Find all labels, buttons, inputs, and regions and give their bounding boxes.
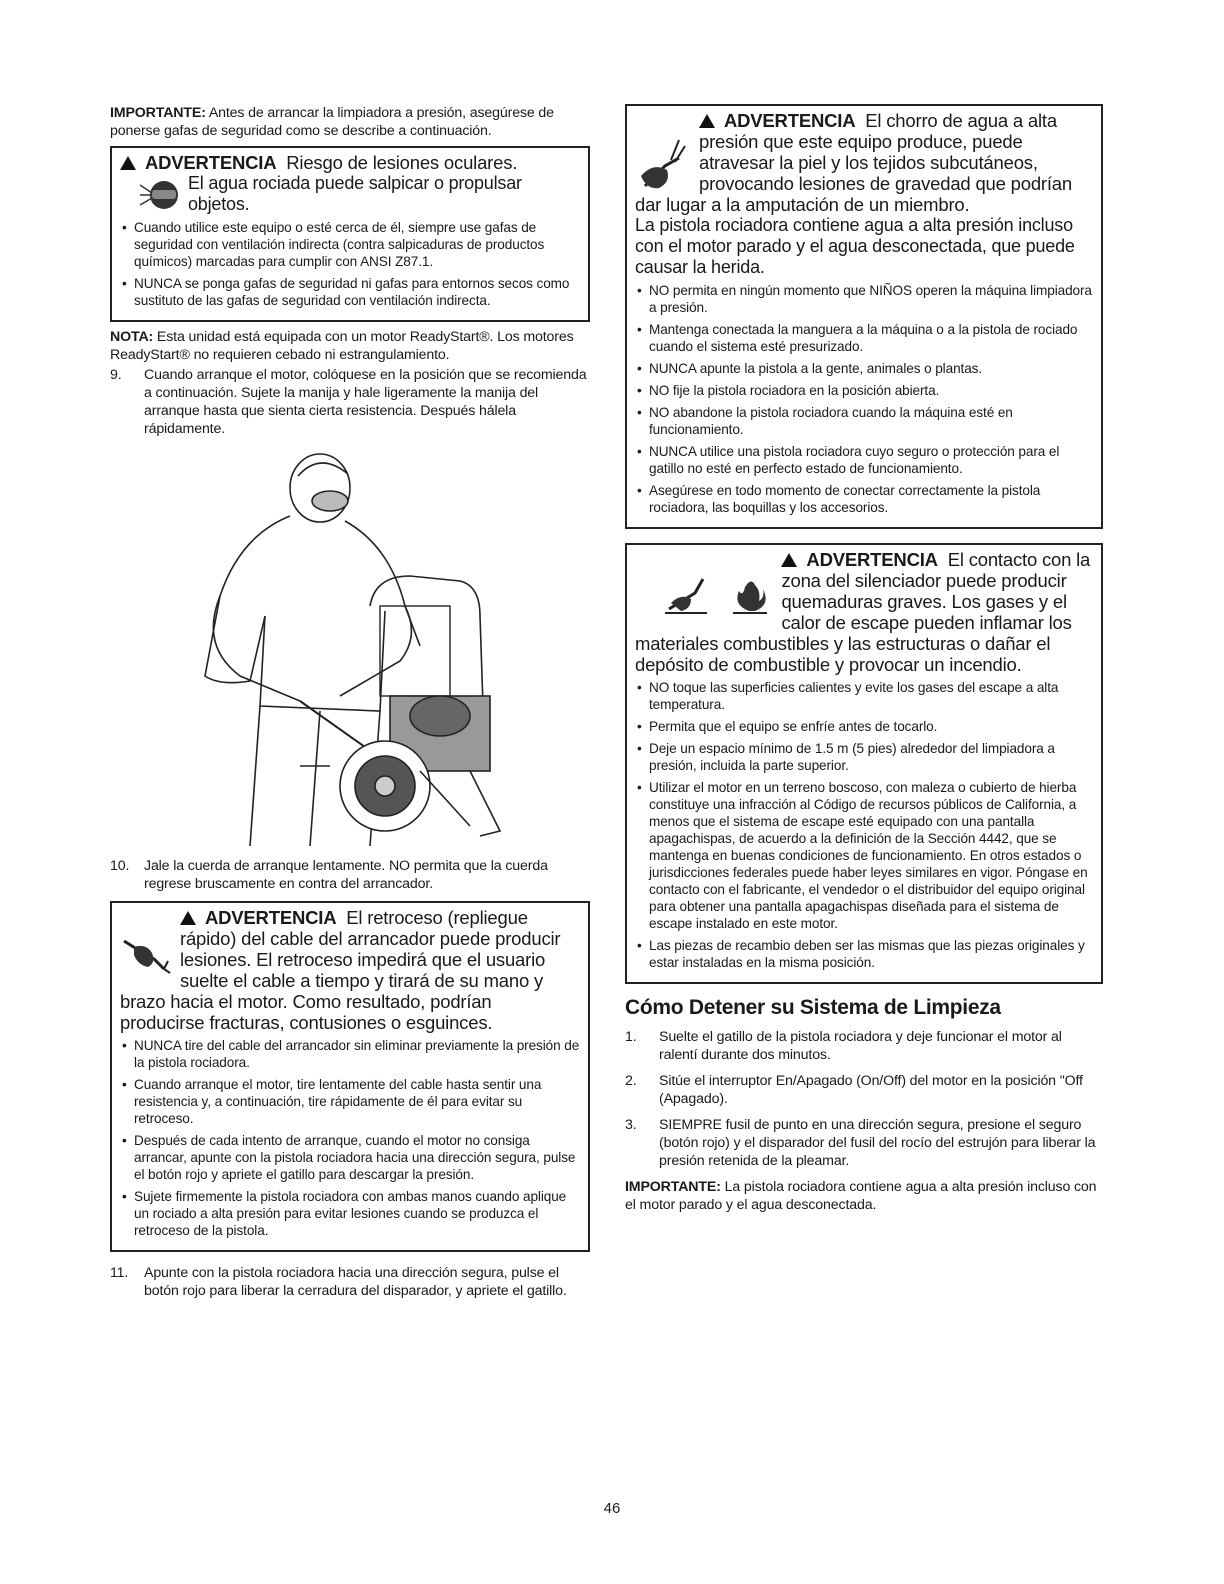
list-item: • NO toque las superficies calientes y evite los gases del escape a alta temperatura. [635,679,1093,713]
step-text: Cuando arranque el motor, colóquese en la posición que se recomienda a continuación. Sujete la manija y hale ligeramente la manija del arranque hasta que sienta cierta resistencia. Después hálela rápidamente. [144,367,587,437]
goggles-icon [138,175,180,215]
nota-paragraph [110,328,590,364]
warning-label: ADVERTENCIA [723,110,856,131]
warning-triangle-icon [699,114,715,128]
list-item: • Cuando arranque el motor, tire lentamente del cable hasta sentir una resistencia y, a continuación, tire rápidamente de él para evitar su retroceso. [120,1076,580,1127]
list-item: • Utilizar el motor en un terreno boscoso, con maleza o cubierto de hierba constituye una infracción al Código de recursos públicos de California, a menos que el sistema de escape esté equipado con una pantalla apagachispas, de acuerdo a la definición de la Sección 4442, que se mantenga en buenas condiciones de funcionamiento. En otros estados o jurisdicciones federales puede haber leyes similares en vigor. Póngase en contacto con el fabricante, el vendedor o el distribuidor del equipo original para obtener una pantalla apagachispas diseñada para el sistema de escape instalado en este motor. [635,779,1093,932]
section-title: Cómo Detener su Sistema de Limpieza [625,996,1001,1019]
warning-header [120,152,580,173]
warning-text: El contacto con la zona del silenciador puede producir quemaduras graves. Los gases y el calor de escape pueden inflamar los materiales combustibles y las estructuras o dañar el depósito de combustible y provocar un incendio. [635,549,1091,675]
warning-text: El retroceso (repliegue rápido) del cable del arrancador puede producir lesiones. El retroceso impedirá que el usuario suelte el cable a tiempo y tirará de su mano y brazo hacia el motor. Como resultado, podrían producirse fracturas, contusiones o esguinces. [120,907,561,1033]
warning-label: ADVERTENCIA [204,907,337,928]
intro-paragraph [110,104,590,140]
warning-header [120,907,580,1033]
list-item: • Cuando utilice este equipo o esté cerca de él, siempre use gafas de seguridad con ventilación indirecta (contra salpicaduras de productos químicos) marcadas para cumplir con ANSI Z87.1. [120,219,580,270]
step-text: Sitúe el interruptor En/Apagado (On/Off) del motor en la posición "Off (Apagado). [659,1073,1083,1107]
list-item: • Deje un espacio mínimo de 1.5 m (5 pies) alrededor del limpiadora a presión, incluida la parte superior. [635,740,1093,774]
important-label: IMPORTANTE: [625,1179,721,1195]
step-number: 11. [110,1265,129,1281]
intro-label: IMPORTANTE: [110,105,206,121]
warning-bullets [120,219,580,309]
list-item: • NUNCA se ponga gafas de seguridad ni gafas para entornos secos como sustituto de las gafas de seguridad con ventilación indirecta. [120,275,580,309]
step-text: SIEMPRE fusil de punto en una dirección segura, presione el seguro (botón rojo) y el disparador del fusil del rocío del estrujón para liberar la presión retenida de la pleamar. [659,1117,1096,1169]
fire-icon [729,575,771,615]
step-number: 3. [625,1117,637,1133]
nota-text: Esta unidad está equipada con un motor ReadyStart®. Los motores ReadyStart® no requieren cebado ni estrangulamiento. [110,329,574,363]
warning-bullets [635,679,1093,971]
important-paragraph [625,1178,1103,1214]
list-item: • Después de cada intento de arranque, cuando el motor no consiga arrancar, apunte con la pistola rociadora hacia una dirección segura, pulse el botón rojo y apriete el gatillo para descargar la presión. [120,1132,580,1183]
list-item: • Sujete firmemente la pistola rociadora con ambas manos cuando aplique un rociado a alta presión para evitar lesiones cuando se produzca el retroceso de la pistola. [120,1188,580,1239]
left-column [110,104,590,1300]
warning-triangle-icon [180,911,196,925]
list-item: • Las piezas de recambio deben ser las mismas que las piezas originales y estar instaladas en la misma posición. [635,937,1093,971]
step-9 [110,366,590,438]
step-11 [110,1264,590,1300]
list-item: • Mantenga conectada la manguera a la máquina o a la pistola de rociado cuando el sistema esté presurizado. [635,321,1093,355]
warning-line-3: objetos. [188,194,250,214]
warning-label: ADVERTENCIA [144,152,277,173]
step-text: Apunte con la pistola rociadora hacia una dirección segura, pulse el botón rojo para liberar la cerradura del disparador, y apriete el gatillo. [144,1265,567,1299]
list-item: • NUNCA tire del cable del arrancador sin eliminar previamente la presión de la pistola rociadora. [120,1037,580,1071]
warning-bullets [635,282,1093,516]
warning-recoil [110,901,590,1252]
step-number: 1. [625,1029,637,1045]
stop-step-1 [625,1028,1103,1064]
warning-high-pressure [625,104,1103,529]
warning-burn [625,543,1103,984]
list-item: • NO fije la pistola rociadora en la posición abierta. [635,382,1093,399]
step-10 [110,857,590,893]
right-column [625,104,1103,1214]
step-number: 9. [110,367,122,383]
step-text: Jale la cuerda de arranque lentamente. NO permita que la cuerda regrese bruscamente en contra del arrancador. [144,858,548,892]
warning-triangle-icon [781,553,797,567]
step-text: Suelte el gatillo de la pistola rociadora y deje funcionar el motor al ralentí durante dos minutos. [659,1029,1062,1063]
step-number: 10. [110,858,130,874]
warning-line-2: El agua rociada puede salpicar o propulsar [188,173,522,193]
list-item: • Asegúrese en todo momento de conectar correctamente la pistola rociadora, las boquillas y los accesorios. [635,482,1093,516]
list-item: • NUNCA apunte la pistola a la gente, animales o plantas. [635,360,1093,377]
injection-injury-icon [635,136,691,194]
warning-body: La pistola rociadora contiene agua a alta presión incluso con el motor parado y el agua desconectada, que puede causar la herida. [635,215,1075,277]
list-item: • NUNCA utilice una pistola rociadora cuyo seguro o protección para el gatillo no esté en perfecto estado de funcionamiento. [635,443,1093,477]
list-item: • Permita que el equipo se enfríe antes de tocarlo. [635,718,1093,735]
hot-surface-icon [665,575,707,615]
hazard-icons [665,575,771,620]
warning-header [635,110,1093,215]
recoil-hand-icon [120,933,172,983]
warning-eye-injury [110,146,590,322]
nota-label: NOTA: [110,329,154,345]
warning-triangle-icon [120,156,136,170]
warning-text: El chorro de agua a alta presión que este equipo produce, puede atravesar la piel y los tejidos subcutáneos, provocando lesiones de gravedad que podrían dar lugar a la amputación de un miembro. [635,110,1072,215]
stop-step-3 [625,1116,1103,1170]
stop-step-2 [625,1072,1103,1108]
step-number: 2. [625,1073,637,1089]
page-number: 46 [603,1500,621,1517]
pressure-washer-illustration [180,446,520,851]
warning-label: ADVERTENCIA [806,549,938,570]
important-text: La pistola rociadora contiene agua a alta presión incluso con el motor parado y el agua desconectada. [625,1179,1097,1213]
warning-bullets [120,1037,580,1239]
list-item: • NO permita en ningún momento que NIÑOS operen la máquina limpiadora a presión. [635,282,1093,316]
intro-text: Antes de arrancar la limpiadora a presión, asegúrese de ponerse gafas de seguridad como se describe a continuación. [110,105,554,139]
list-item: • NO abandone la pistola rociadora cuando la máquina esté en funcionamiento. [635,404,1093,438]
warning-line-1: Riesgo de lesiones oculares. [286,152,518,173]
